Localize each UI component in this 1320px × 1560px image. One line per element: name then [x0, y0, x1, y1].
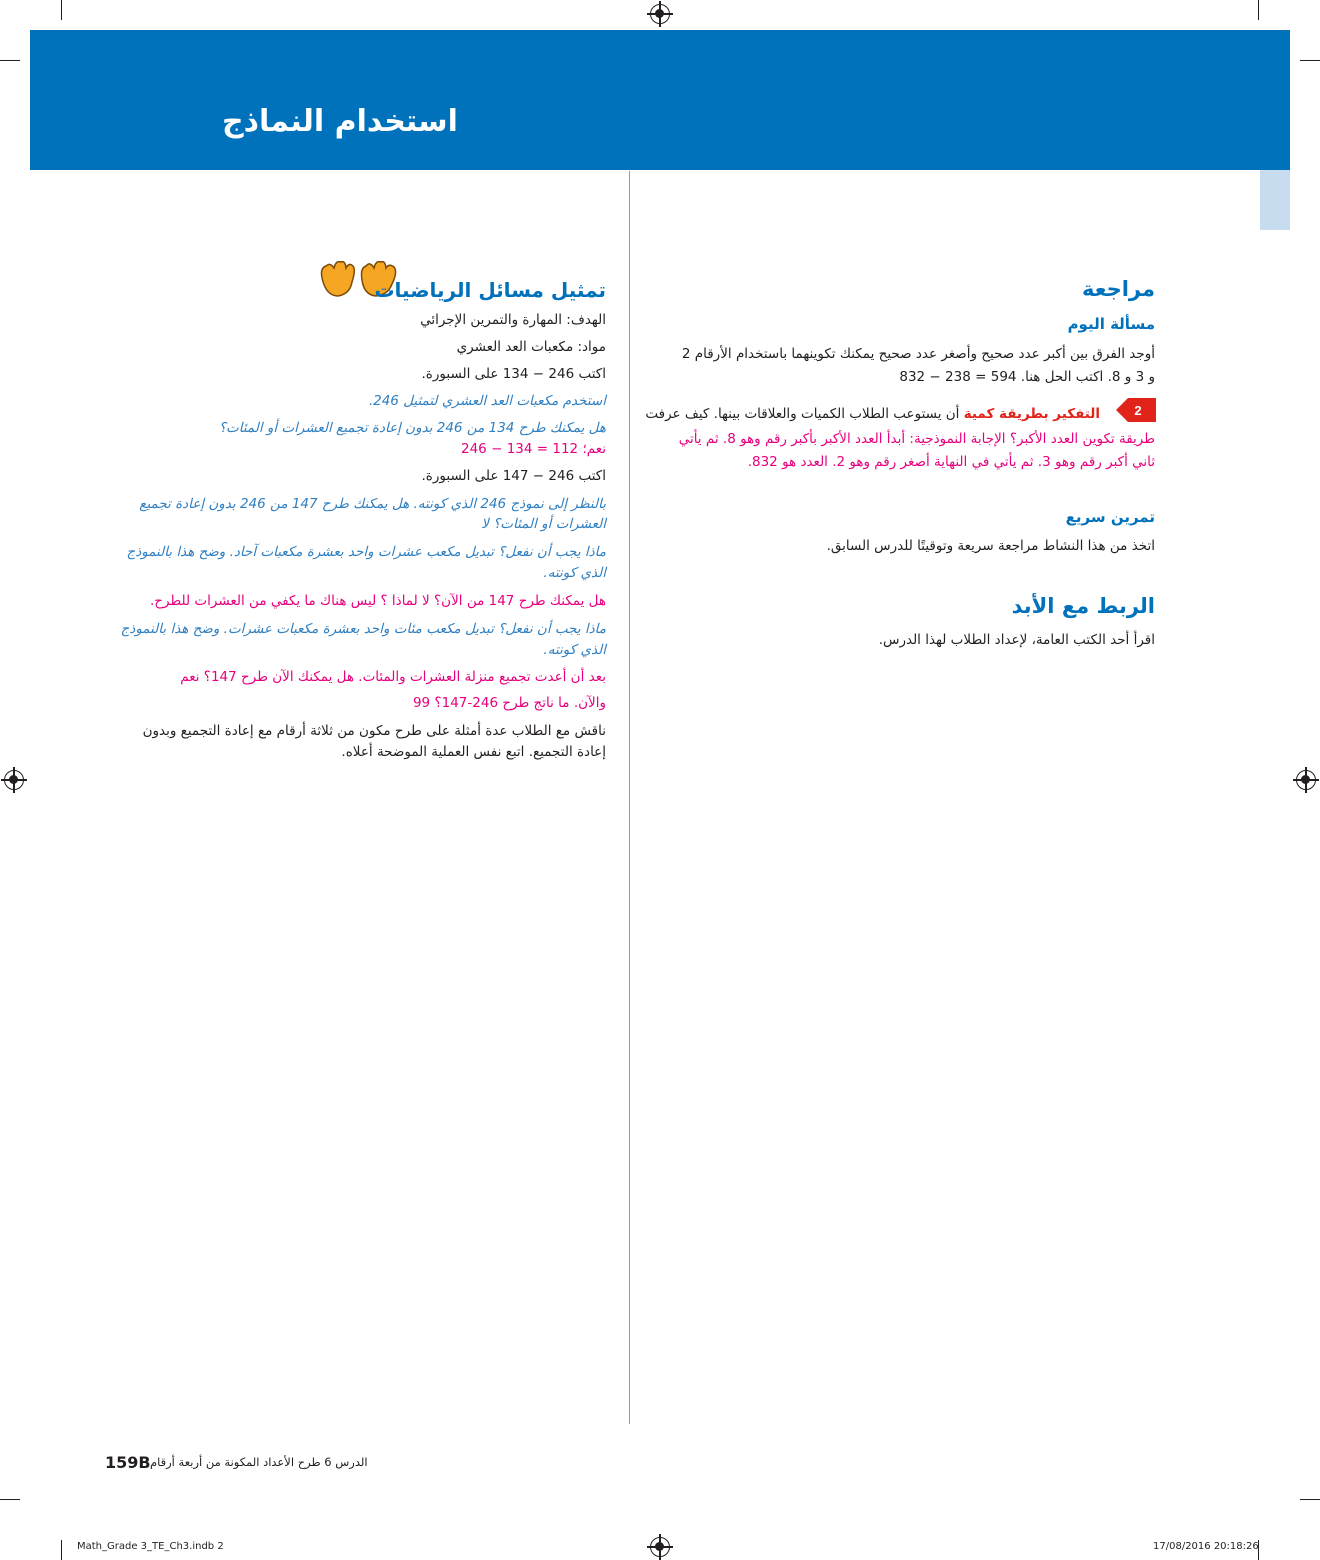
- tip-line-2: طريقة تكوين العدد الأكبر؟ الإجابة النموذجية: أبدأ العدد الأكبر بأكبر رقم وهو 8. ثم يأتي: [678, 431, 1155, 447]
- file-slug: Math_Grade 3_TE_Ch3.indb 2: [77, 1541, 224, 1552]
- crop-mark: [61, 1540, 62, 1560]
- registration-mark-icon: [650, 1537, 670, 1557]
- registration-mark-icon: [4, 770, 24, 790]
- section-title-review: مراجعة: [1082, 277, 1155, 301]
- chapter-label: الدرس 6 طرح الأعداد المكونة من أربعة أرقام: [150, 1455, 368, 1469]
- activity-line: بعد أن أعدت تجميع منزلة العشرات والمئات. هل يمكنك الآن طرح 147؟ نعم: [180, 669, 606, 685]
- activity-line: الذي كونته.: [543, 642, 606, 658]
- practice-badge: [1116, 398, 1156, 422]
- activity-line-goal: الهدف: المهارة والتمرين الإجرائي: [420, 312, 606, 328]
- activity-line: ناقش مع الطلاب عدة أمثلة على طرح مكون من ثلاثة أرقام مع إعادة التجميع وبدون: [142, 723, 606, 739]
- column-divider: [629, 171, 630, 1424]
- quick-practice-line: اتخذ من هذا النشاط مراجعة سريعة وتوقيتًا للدرس السابق.: [826, 538, 1155, 554]
- section-title-connection: الربط مع الأبد: [1011, 594, 1155, 618]
- problem-line-2: و 3 و 8. اكتب الحل هنا. 594 = 238 − 832: [899, 369, 1155, 385]
- crop-mark: [61, 0, 62, 20]
- activity-line: الذي كونته.: [543, 565, 606, 581]
- activity-title: تمثيل مسائل الرياضيات: [374, 278, 606, 302]
- problem-line-1: أوجد الفرق بين أكبر عدد صحيح وأصغر عدد صحيح يمكنك تكوينهما باستخدام الأرقام 2: [681, 346, 1155, 362]
- page-number: 159B: [105, 1453, 151, 1472]
- side-tab: [1260, 170, 1290, 230]
- activity-line: هل يمكنك طرح 134 من 246 بدون إعادة تجميع العشرات أو المئات؟: [218, 420, 606, 436]
- crop-mark: [0, 60, 20, 61]
- registration-mark-icon: [1296, 770, 1316, 790]
- activity-line: استخدم مكعبات العد العشري لتمثيل 246.: [368, 393, 606, 409]
- quick-practice-title: تمرين سريع: [1065, 508, 1155, 526]
- activity-line: اكتب 246 − 134 على السبورة.: [421, 366, 606, 382]
- badge-number: 2: [1134, 403, 1142, 418]
- header-band: [30, 30, 1290, 170]
- activity-line: هل يمكنك طرح 147 من الآن؟ لا لماذا ؟ ليس هناك ما يكفي من العشرات للطرح.: [150, 593, 606, 609]
- connection-line: اقرأ أحد الكتب العامة، لإعداد الطلاب لهذا الدرس.: [878, 632, 1155, 648]
- registration-mark-icon: [650, 4, 670, 24]
- activity-answer: نعم؛ 112 = 134 − 246: [461, 441, 606, 457]
- activity-line: بالنظر إلى نموذج 246 الذي كونته. هل يمكنك طرح 147 من 246 بدون إعادة تجميع: [139, 496, 606, 512]
- date-slug: 17/08/2016 20:18:26: [1153, 1541, 1259, 1552]
- activity-line: اكتب 246 − 147 على السبورة.: [421, 468, 606, 484]
- page-title: استخدام النماذج: [222, 104, 458, 139]
- tip-text: أن يستوعب الطلاب الكميات والعلاقات بينها. كيف عرفت: [645, 406, 960, 422]
- tip-line-3: ثاني أكبر رقم وهو 3. ثم يأتي في النهاية أصغر رقم وهو 2. العدد هو 832.: [747, 454, 1155, 470]
- activity-line: العشرات أو المئات؟ لا: [481, 516, 606, 532]
- tip-line-1: [645, 405, 1100, 423]
- problem-of-day-title: مسألة اليوم: [1067, 315, 1155, 333]
- crop-mark: [1300, 1499, 1320, 1500]
- crop-mark: [0, 1499, 20, 1500]
- tip-label: التفكير بطريقة كمية: [963, 406, 1100, 422]
- activity-line-materials: مواد: مكعبات العد العشري: [456, 339, 606, 355]
- crop-mark: [1300, 60, 1320, 61]
- crop-mark: [1258, 0, 1259, 20]
- activity-line: والآن. ما ناتج طرح 246-147؟ 99: [412, 695, 606, 711]
- activity-line: ماذا يجب أن نفعل؟ تبديل مكعب عشرات واحد بعشرة مكعبات آحاد. وضح هذا بالنموذج: [126, 544, 606, 560]
- activity-line: إعادة التجميع. اتبع نفس العملية الموضحة أعلاه.: [341, 744, 606, 760]
- activity-line: ماذا يجب أن نفعل؟ تبديل مكعب مئات واحد بعشرة مكعبات عشرات. وضح هذا بالنموذج: [120, 621, 606, 637]
